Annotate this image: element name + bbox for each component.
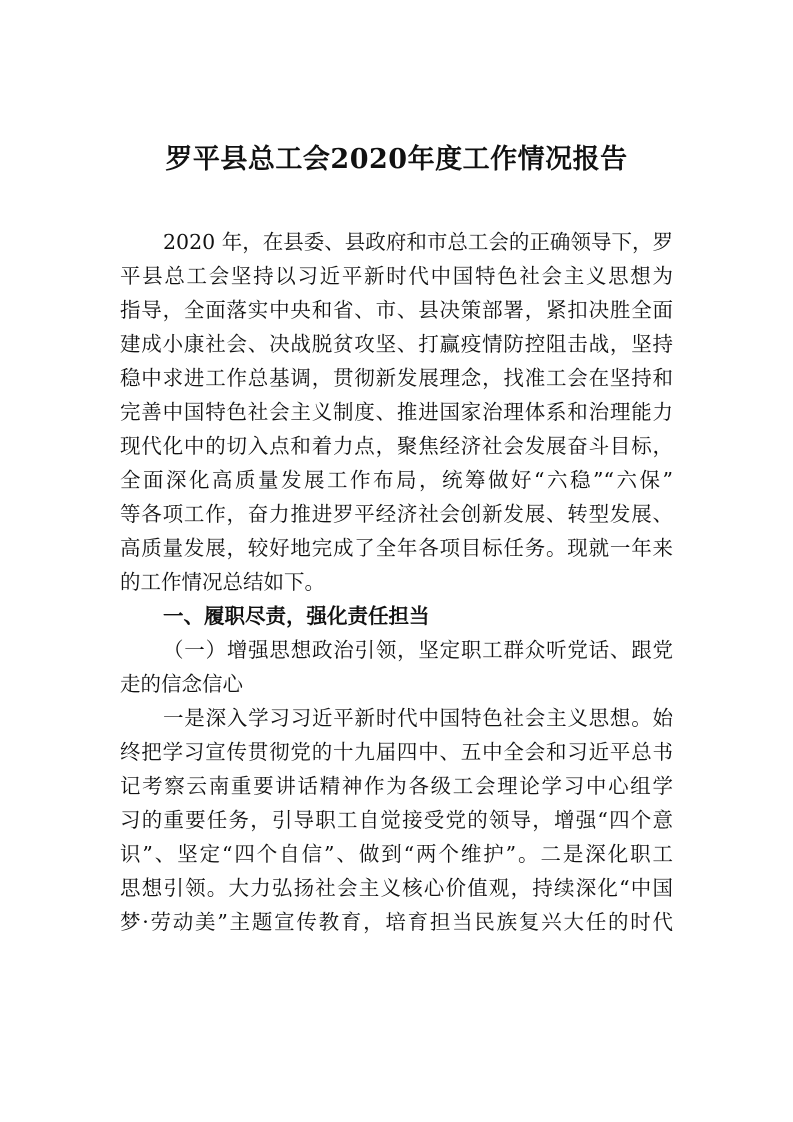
text-line: 高质量发展，较好地完成了全年各项目标任务。现就一年来 bbox=[120, 536, 673, 560]
section-heading: 一、履职尽责，强化责任担当 bbox=[163, 604, 430, 628]
document-title: 罗平县总工会2020年度工作情况报告 bbox=[165, 144, 628, 175]
text-line: 指导，全面落实中央和省、市、县决策部署，紧扣决胜全面 bbox=[120, 298, 673, 322]
text-line: 建成小康社会、决战脱贫攻坚、打赢疫情防控阻击战，坚持 bbox=[120, 332, 673, 356]
text-line: 现代化中的切入点和着力点，聚焦经济社会发展奋斗目标， bbox=[120, 434, 673, 458]
text-line: 梦·劳动美”主题宣传教育，培育担当民族复兴大任的时代 bbox=[120, 910, 673, 934]
text-line: 完善中国特色社会主义制度、推进国家治理体系和治理能力 bbox=[120, 400, 673, 424]
text-line: 一是深入学习习近平新时代中国特色社会主义思想。始 bbox=[163, 706, 673, 730]
subsection-heading-cont: 走的信念信心 bbox=[120, 672, 243, 696]
text-line: 的工作情况总结如下。 bbox=[120, 570, 325, 594]
subsection-heading: （一）增强思想政治引领，坚定职工群众听党话、跟党 bbox=[163, 638, 673, 662]
text-line: 等各项工作，奋力推进罗平经济社会创新发展、转型发展、 bbox=[120, 502, 673, 526]
text-line: 记考察云南重要讲话精神作为各级工会理论学习中心组学 bbox=[120, 774, 673, 798]
text-line: 思想引领。大力弘扬社会主义核心价值观，持续深化“中国 bbox=[120, 876, 673, 900]
text-line: 习的重要任务，引导职工自觉接受党的领导，增强“四个意 bbox=[120, 808, 673, 832]
text-line: 2020 年，在县委、县政府和市总工会的正确领导下，罗 bbox=[163, 230, 673, 254]
text-line: 识”、坚定“四个自信”、做到“两个维护”。二是深化职工 bbox=[120, 842, 673, 866]
text-line: 平县总工会坚持以习近平新时代中国特色社会主义思想为 bbox=[120, 264, 673, 288]
document-body bbox=[120, 225, 673, 939]
text-line: 全面深化高质量发展工作布局，统筹做好“六稳”“六保” bbox=[120, 468, 673, 492]
text-line: 稳中求进工作总基调，贯彻新发展理念，找准工会在坚持和 bbox=[120, 366, 673, 390]
text-line: 终把学习宣传贯彻党的十九届四中、五中全会和习近平总书 bbox=[120, 740, 673, 764]
